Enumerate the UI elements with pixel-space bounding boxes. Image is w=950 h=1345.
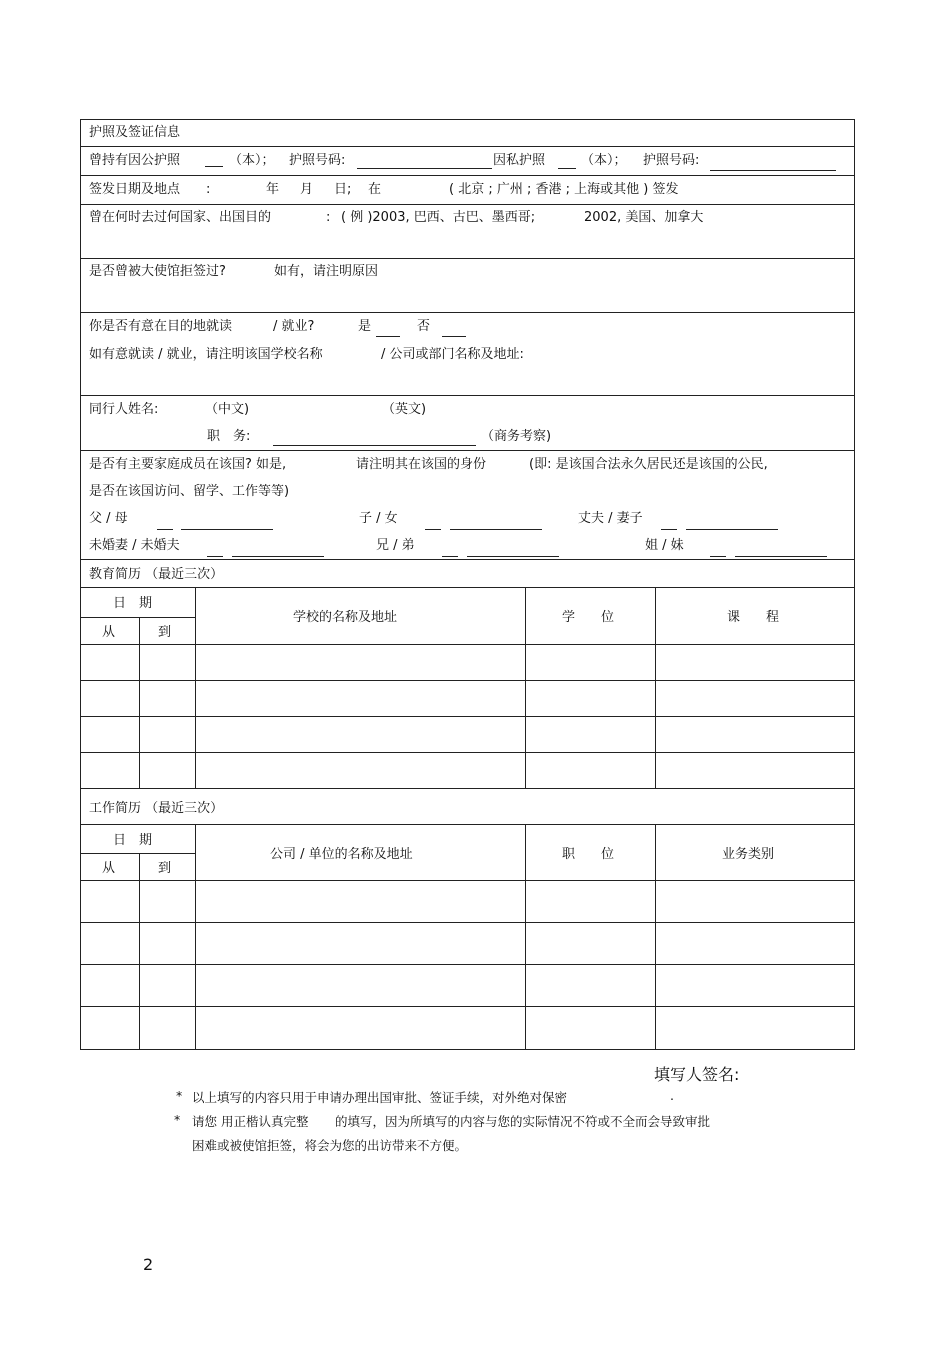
education-title: 教育简历 （最近三次） [89,567,224,582]
work-col-line [655,824,656,1049]
row-divider [80,559,855,560]
issue-day: 日; [334,182,352,197]
edu-date-header: 日 期 [113,596,153,611]
row-divider [80,204,855,205]
edu-col-line [139,617,140,788]
companion-en-label: （英文) [382,402,427,417]
public-passport-label: 曾持有因公护照 [89,153,181,168]
family-line-1c: (即: 是该国合法永久居民还是该国的公民, [529,457,768,472]
work-row-line [80,922,855,923]
edu-course-header: 课 程 [727,610,780,625]
issue-month: 月 [300,182,314,197]
edu-header-bottom [80,644,855,645]
edu-to-header: 到 [158,625,172,640]
travel-label: 曾在何时去过何国家、出国目的 [89,210,272,225]
companion-position-label: 职 务: [207,429,251,444]
issue-places: ( 北京 ; 广州 ; 香港 ; 上海或其他 ) 签发 [449,182,679,197]
family-fiance-label: 未婚妻 / 未婚夫 [89,538,180,553]
family-parents-short-field[interactable] [157,516,173,530]
family-fiance-field[interactable] [232,543,324,557]
study-no-field[interactable] [442,323,466,337]
companion-business-label: （商务考察) [481,429,552,444]
family-brothers-short-field[interactable] [442,543,458,557]
row-divider [80,450,855,451]
family-brothers-label: 兄 / 弟 [376,538,415,553]
edu-school-header: 学校的名称及地址 [293,610,398,625]
edu-row-line [80,752,855,753]
family-sisters-short-field[interactable] [710,543,726,557]
work-col-line [139,853,140,1049]
passport-section-title: 护照及签证信息 [89,125,181,140]
work-date-header: 日 期 [113,833,153,848]
edu-row-line [80,716,855,717]
refusal-hint: 如有，请注明原因 [274,264,379,279]
refusal-label: 是否曾被大使馆拒签过? [89,264,226,279]
study-detail-1: 如有意就读 / 就业，请注明该国学校名称 [89,347,323,362]
family-line-1b: 请注明其在该国的身份 [356,457,487,472]
edu-degree-header: 学 位 [562,610,615,625]
family-spouse-field[interactable] [686,516,778,530]
family-line-2: 是否在该国访问、留学、工作等等) [89,484,290,499]
work-company-header: 公司 / 单位的名称及地址 [270,847,413,862]
travel-example-2: 2002, 美国、加拿大 [584,210,704,225]
edu-col-line [195,587,196,788]
work-header-bottom [80,880,855,881]
work-from-header: 从 [102,861,116,876]
edu-from-header: 从 [102,625,116,640]
page-number: 2 [143,1255,154,1274]
family-children-short-field[interactable] [425,516,441,530]
family-sisters-field[interactable] [735,543,827,557]
note-1: 以上填写的内容只用于申请办理出国审批、签证手续，对外绝对保密 [192,1090,568,1105]
public-passport-count-field[interactable] [205,153,223,167]
travel-example-1: ( 例 )2003, 巴西、古巴、墨西哥; [341,210,536,225]
edu-row-line [80,788,855,789]
row-divider [80,258,855,259]
family-children-label: 子 / 女 [359,511,398,526]
companion-position-field[interactable] [273,432,476,446]
study-yes-field[interactable] [376,323,400,337]
issue-colon: : [206,182,211,197]
study-no-label: 否 [417,319,431,334]
study-yes-label: 是 [358,319,372,334]
edu-date-divider [80,617,196,618]
work-business-header: 业务类别 [722,847,775,862]
private-passport-label: 因私护照 [493,153,546,168]
edu-row-line [80,680,855,681]
row-divider [80,312,855,313]
work-to-header: 到 [158,861,172,876]
private-passport-no-label: 护照号码: [643,153,700,168]
public-passport-unit: （本）； [229,153,275,168]
travel-colon: : [326,210,331,225]
study-detail-2: / 公司或部门名称及地址: [381,347,524,362]
family-sisters-label: 姐 / 妹 [645,538,684,553]
companion-label: 同行人姓名: [89,402,159,417]
row-divider [80,587,855,588]
public-passport-no-label: 护照号码: [289,153,346,168]
work-title-bottom [80,824,855,825]
note-2c: 困难或被使馆拒签，将会为您的出访带来不方便。 [192,1138,468,1153]
issue-year: 年 [266,182,280,197]
work-date-divider [80,853,196,854]
note-1-star: * [176,1088,183,1103]
note-2-star: * [174,1112,181,1127]
edu-col-line [525,587,526,788]
work-title: 工作简历 （最近三次） [89,801,224,816]
issue-label: 签发日期及地点 [89,182,181,197]
family-brothers-field[interactable] [467,543,559,557]
public-passport-no-field[interactable] [357,155,492,169]
row-divider [80,175,855,176]
companion-cn-label: （中文) [205,402,250,417]
private-passport-no-field[interactable] [710,157,836,171]
edu-col-line [655,587,656,788]
issue-at: 在 [368,182,382,197]
note-2b: 的填写，因为所填写的内容与您的实际情况不符或不全而会导致审批 [335,1114,711,1129]
family-fiance-short-field[interactable] [207,543,223,557]
family-parents-field[interactable] [181,516,273,530]
study-question-2: / 就业? [273,319,315,334]
family-spouse-short-field[interactable] [661,516,677,530]
private-passport-unit: （本）； [581,153,627,168]
work-position-header: 职 位 [562,847,615,862]
family-line-1a: 是否有主要家庭成员在该国? 如是, [89,457,287,472]
row-divider [80,395,855,396]
row-divider [80,146,855,147]
note-2a: 请您 用正楷认真完整 [192,1114,309,1129]
study-question: 你是否有意在目的地就读 [89,319,233,334]
private-passport-count-field[interactable] [558,155,576,169]
family-spouse-label: 丈夫 / 妻子 [578,511,643,526]
work-row-line [80,964,855,965]
family-children-field[interactable] [450,516,542,530]
note-1-end: . [670,1088,674,1103]
signature-label: 填写人签名: [654,1065,740,1084]
work-col-line [195,824,196,1049]
work-col-line [525,824,526,1049]
work-row-line [80,1006,855,1007]
family-parents-label: 父 / 母 [89,511,128,526]
